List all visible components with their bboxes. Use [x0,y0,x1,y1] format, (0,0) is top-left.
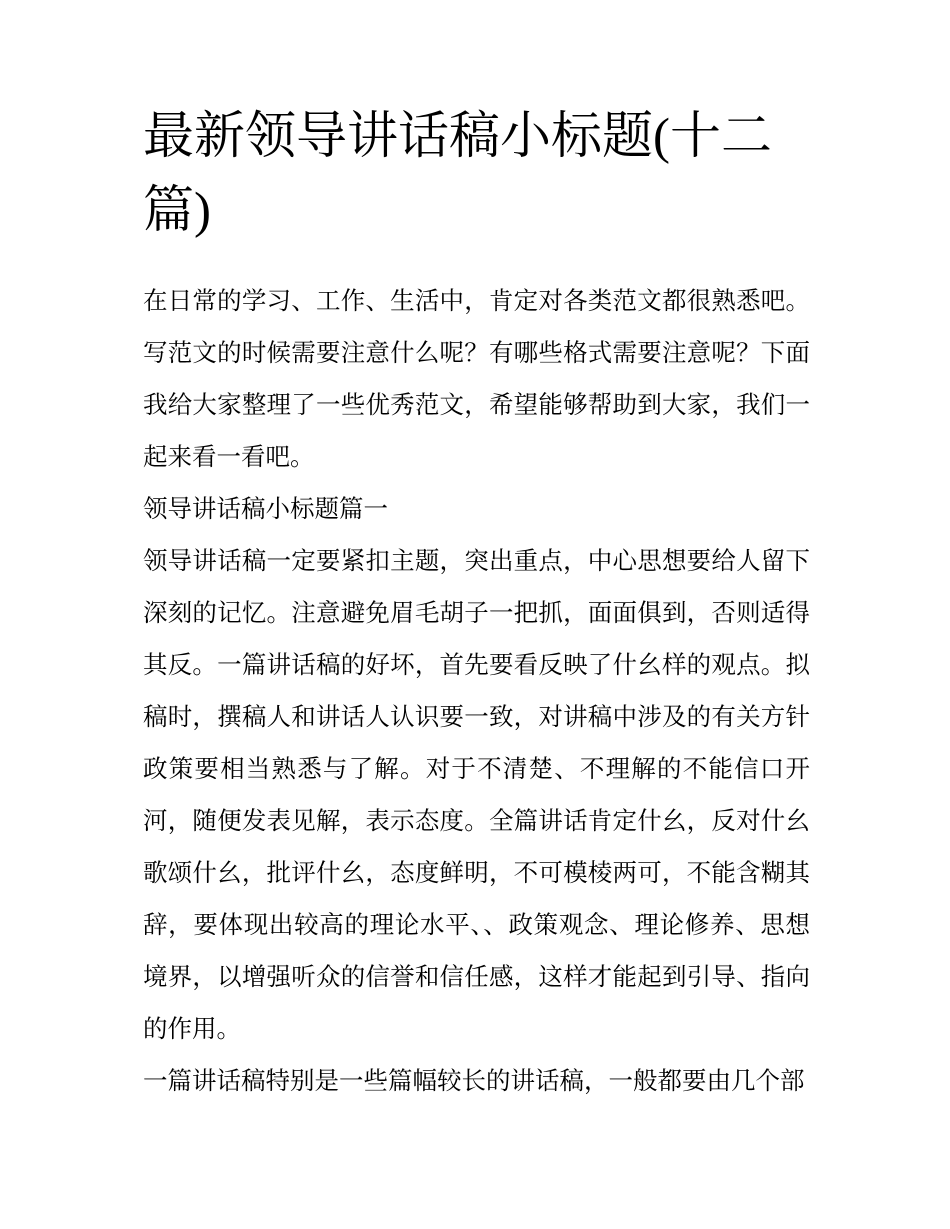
body-paragraph-1: 领导讲话稿一定要紧扣主题，突出重点，中心思想要给人留下深刻的记忆。注意避免眉毛胡子一把抓，面面俱到，否则适得其反。一篇讲话稿的好坏，首先要看反映了什幺样的观点。拟稿时，撰稿人和讲话人认识要一致，对讲稿中涉及的有关方针政策要相当熟悉与了解。对于不清楚、不理解的不能信口开河，随便发表见解，表示态度。全篇讲话肯定什幺，反对什幺歌颂什幺，批评什幺，态度鲜明，不可模棱两可，不能含糊其辞，要体现出较高的理论水平、、政策观念、理论修养、思想境界，以增强听众的信誉和信任感，这样才能起到引导、指向的作用。 [143,548,810,1043]
document-title: 最新领导讲话稿小标题(十二篇) [143,109,772,239]
section-heading-part-one: 领导讲话稿小标题篇一 [143,496,388,523]
intro-paragraph: 在日常的学习、工作、生活中，肯定对各类范文都很熟悉吧。写范文的时候需要注意什么呢？有哪些格式需要注意呢？下面我给大家整理了一些优秀范文，希望能够帮助到大家，我们一起来看一看吧。 [143,288,810,471]
body-paragraph-2: 一篇讲话稿特别是一些篇幅较长的讲话稿，一般都要由几个部 [143,1068,805,1095]
